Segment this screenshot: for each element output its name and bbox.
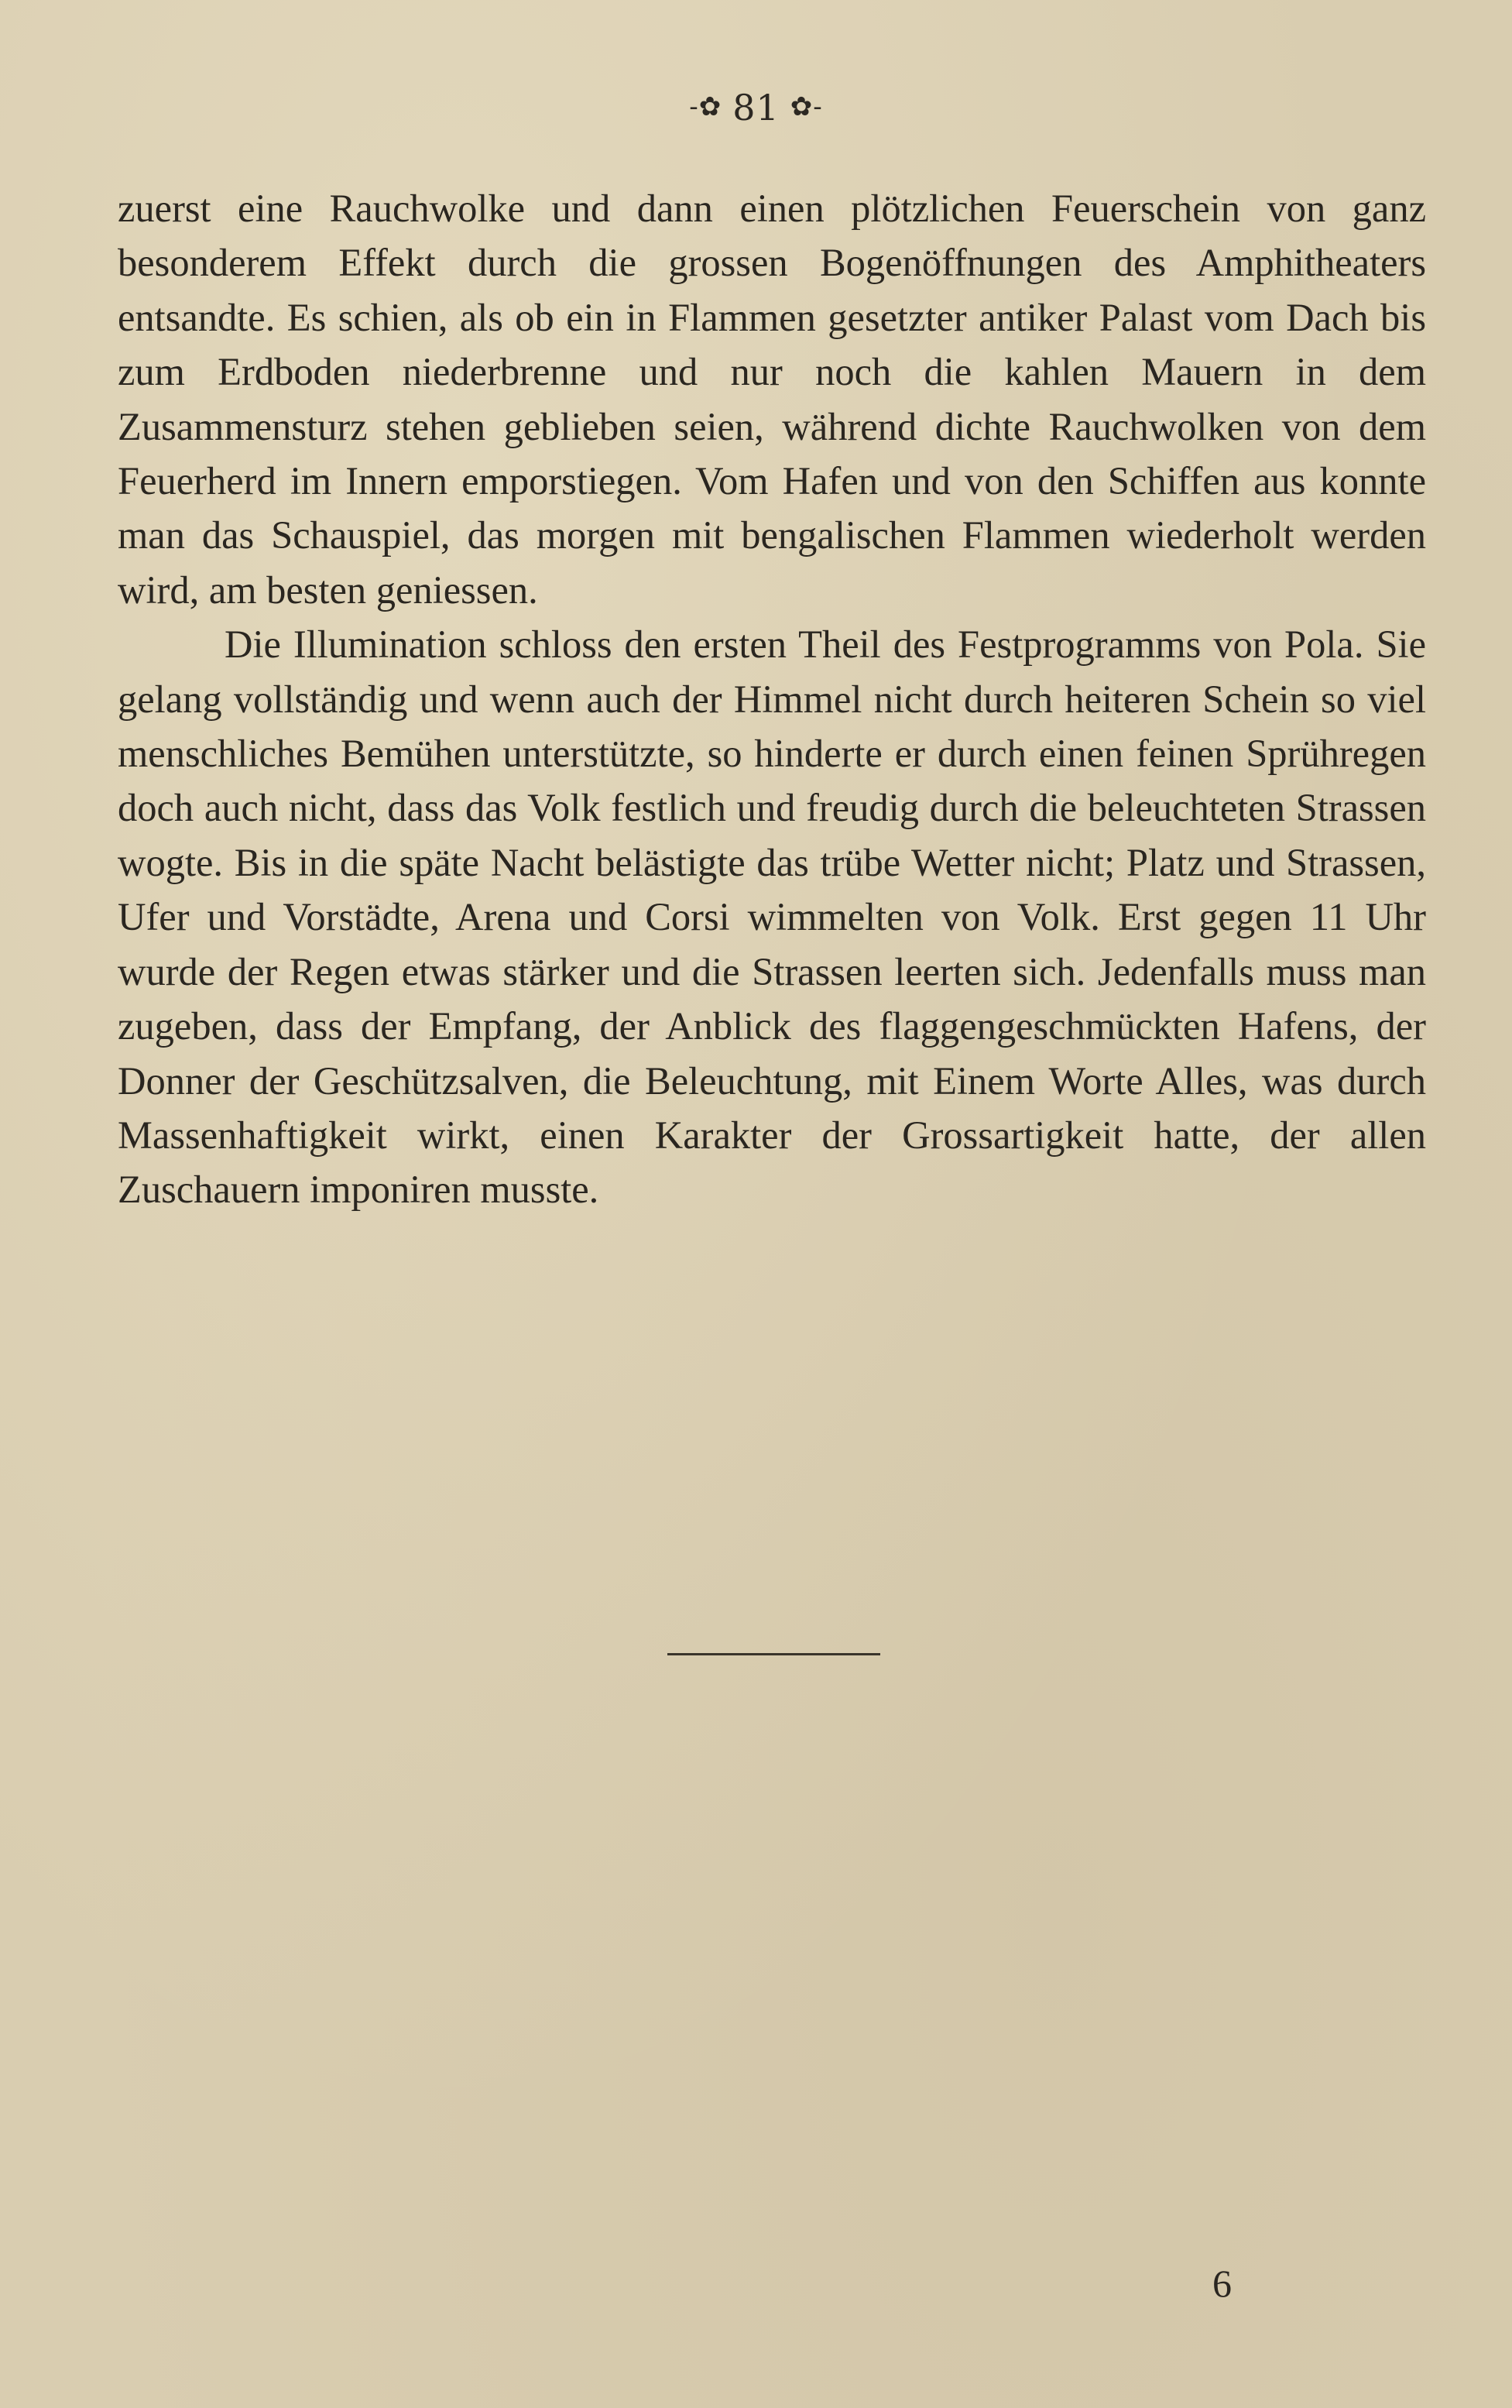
ornament-right: ✿- bbox=[790, 91, 823, 122]
page-header bbox=[0, 87, 1512, 129]
body-text bbox=[118, 181, 1426, 1217]
signature-mark: 6 bbox=[1212, 2262, 1232, 2305]
ornament-left: -✿ bbox=[689, 91, 722, 122]
section-divider bbox=[667, 1653, 880, 1655]
page-number: 81 bbox=[732, 87, 780, 129]
paragraph-2: Die Illumination schloss den ersten Theil des Festprogramms von Pola. Sie gelang vollständig und wenn auch der Himmel nicht durch heiteren Schein so viel menschliches Bemühen unterstützte, so hinderte er durch einen feinen Sprühregen doch auch nicht, dass das Volk festlich und freudig durch die beleuchteten Strassen wogte. Bis in die späte Nacht belästigte das trübe Wetter nicht; Platz und Strassen, Ufer und Vorstädte, Arena und Corsi wimmelten von Volk. Erst gegen 11 Uhr wurde der Regen etwas stärker und die Strassen leerten sich. Jedenfalls muss man zugeben, dass der Empfang, der Anblick des flaggengeschmückten Hafens, der Donner der Geschützsalven, die Beleuchtung, mit Einem Worte Alles, was durch Massenhaftigkeit wirkt, einen Karakter der Grossartigkeit hatte, der allen Zuschauern imponiren musste. bbox=[118, 623, 1426, 1212]
paragraph-1: zuerst eine Rauchwolke und dann einen plötzlichen Feuerschein von ganz besonderem Effekt durch die grossen Bogenöffnungen des Amphitheaters entsandte. Es schien, als ob ein in Flammen gesetzter antiker Palast vom Dach bis zum Erdboden niederbrenne und nur noch die kahlen Mauern in dem Zusammensturz stehen geblieben seien, während dichte Rauchwolken von dem Feuerherd im Innern emporstiegen. Vom Hafen und von den Schiffen aus konnte man das Schauspiel, das morgen mit bengalischen Flammen wiederholt werden wird, am besten geniessen. bbox=[118, 187, 1426, 612]
